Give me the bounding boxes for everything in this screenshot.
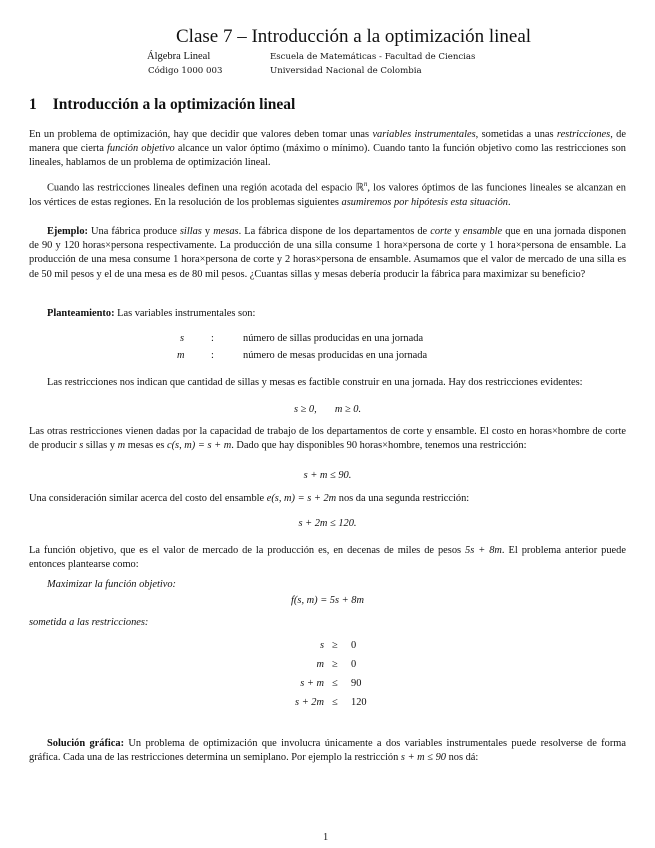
paragraph-intro: En un problema de optimización, hay que decidir que valores deben tomar unas variables instrumentales, sometidas a unas restricciones, de manera que cierta función objetivo alcance un valor óptimo (máximo o mínimo). Cuando tanto la función objetivo como las restricciones son lineales, hablamos de un problema de optimización lineal. bbox=[29, 129, 626, 169]
variables-list: s : número de sillas producidas en una jornada m : número de mesas producidas en una jornada bbox=[177, 333, 428, 361]
constraint-relation: ≤ bbox=[332, 697, 338, 708]
constraint-rhs: 0 bbox=[351, 640, 357, 651]
constraint-rhs: 0 bbox=[351, 659, 357, 670]
page-number: 1 bbox=[323, 832, 329, 843]
constraint-relation: ≥ bbox=[332, 640, 338, 651]
maximize-caption: Maximizar la función objetivo: bbox=[47, 579, 176, 590]
section-number: 1 bbox=[29, 96, 37, 113]
course-code: Código 1000 003 bbox=[148, 66, 223, 76]
var-symbol: s bbox=[180, 333, 185, 344]
graphical-solution-label: Solución gráfica: bbox=[47, 738, 125, 749]
subject-to-caption: sometida a las restricciones: bbox=[29, 617, 149, 628]
university-name: Universidad Nacional de Colombia bbox=[270, 66, 422, 76]
paragraph-constraints: Las restricciones nos indican que cantidad de sillas y mesas es factible construir en una jornada. Hay dos restricciones evidentes: bbox=[47, 377, 583, 388]
paragraph-graphical-solution: Solución gráfica: Un problema de optimización que involucra únicamente a dos variables instrumentales puede resolverse de forma gráfica. Cada una de las restricciones determina un semiplano. Por ejemplo la restricción s + m ≤ 90 nos dá: bbox=[29, 738, 626, 764]
paragraph-setup: Planteamiento: Las variables instrumentales son: bbox=[47, 308, 256, 319]
paragraph-example: Ejemplo: Una fábrica produce sillas y mesas. La fábrica dispone de los departamentos de corte y ensamble que en una jornada disponen de 90 y 120 horas×persona respectivamente. La producción de una silla consume 1 hora×persona de corte y 1 hora×persona de ensamble. La producción de una mesa consume 1 hora×persona de corte y 2 horas×persona de ensamble. Asumamos que el valor de mercado de una silla es de 50 mil pesos y el de una mesa es de 80 mil pesos. ¿Cuantas sillas y mesas debería producir la fábrica para maximizar su beneficio? bbox=[29, 226, 627, 280]
paragraph-objective: La función objetivo, que es el valor de mercado de la producción es, en decenas de miles de pesos 5s + 8m. El problema anterior puede entonces plantearse como: bbox=[29, 545, 626, 571]
equation-nonnegativity: s ≥ 0, m ≥ 0. bbox=[293, 404, 362, 415]
paragraph-cutting: Las otras restricciones vienen dadas por la capacidad de trabajo de los departamentos de corte y ensamble. El costo en horas×hombre de corte de producir s sillas y m mesas es c(s, m) = s + m. Dado que hay disponibles 90 horas×hombre, tenemos una restricción: bbox=[29, 426, 626, 452]
course-name: Álgebra Lineal bbox=[147, 51, 211, 62]
example-label: Ejemplo: bbox=[47, 226, 88, 237]
school-name: Escuela de Matemáticas - Facultad de Ciencias bbox=[270, 52, 476, 62]
var-description: número de sillas producidas en una jornada bbox=[243, 333, 424, 344]
constraint-relation: ≥ bbox=[332, 659, 338, 670]
constraint-lhs: s + 2m bbox=[295, 697, 324, 708]
constraint-rhs: 90 bbox=[351, 678, 362, 689]
constraint-rhs: 120 bbox=[351, 697, 367, 708]
constraint-relation: ≤ bbox=[332, 678, 338, 689]
constraint-lhs: m bbox=[316, 659, 324, 670]
constraint-lhs: s + m bbox=[300, 678, 324, 689]
paragraph-vertices: Cuando las restricciones lineales definen una región acotada del espacio ℝ$^n$, los valores óptimos de las funciones lineales se alcanzan en los vértices de estas regiones. En la resolución de los problemas siguientes asumiremos por hipótesis esta situación. bbox=[29, 180, 626, 208]
equation-objective: f(s, m) = 5s + 8m bbox=[291, 595, 364, 606]
equation-assembly: s + 2m ≤ 120. bbox=[298, 518, 357, 529]
setup-label: Planteamiento: bbox=[47, 308, 115, 319]
equation-cutting: s + m ≤ 90. bbox=[303, 470, 352, 481]
lecture-title: Clase 7 – Introducción a la optimización lineal bbox=[176, 26, 532, 47]
var-description: número de mesas producidas en una jornada bbox=[243, 350, 428, 361]
paragraph-assembly: Una consideración similar acerca del costo del ensamble e(s, m) = s + 2m nos da una segunda restricción: bbox=[29, 493, 470, 504]
section-heading bbox=[29, 96, 295, 114]
constraint-lhs: s bbox=[319, 640, 324, 651]
constraint-system bbox=[0, 640, 655, 716]
var-symbol: m bbox=[177, 350, 185, 361]
section-title: Introducción a la optimización lineal bbox=[52, 96, 296, 113]
